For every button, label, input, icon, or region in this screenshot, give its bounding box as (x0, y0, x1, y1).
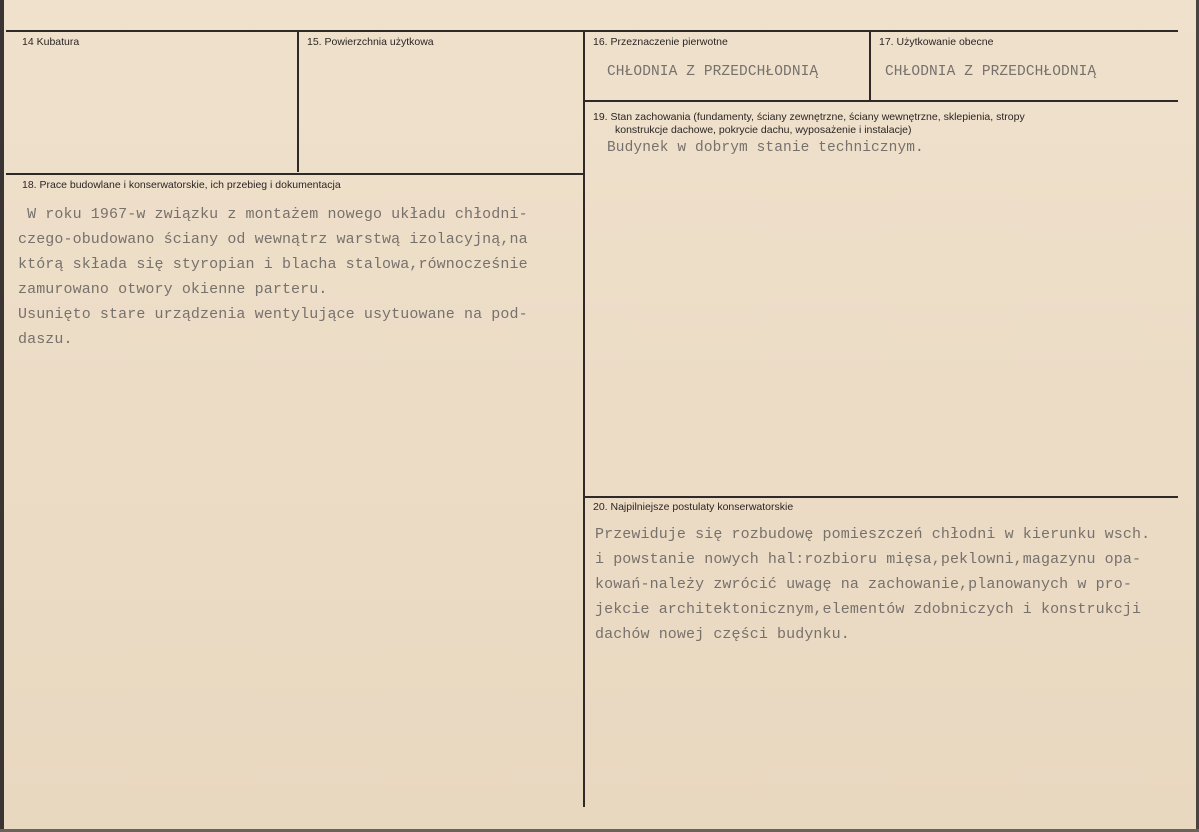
rule-14-18 (6, 173, 584, 175)
field-20-label: 20. Najpilniejsze postulaty konserwatorskie (593, 501, 794, 513)
field-20-line: i powstanie nowych hal:rozbioru mięsa,peklowni,magazynu opa- (595, 551, 1142, 568)
field-18-line: Usunięto stare urządzenia wentylujące usytuowane na pod- (18, 306, 528, 323)
field-19-label-line2: konstrukcje dachowe, pokrycie dachu, wyposażenie i instalacje) (615, 124, 912, 136)
divider-16-17 (869, 30, 871, 100)
divider-14-15 (297, 30, 299, 172)
field-17-label: 17. Użytkowanie obecne (879, 36, 994, 48)
center-divider (583, 30, 585, 807)
field-19-label-line1: 19. Stan zachowania (fundamenty, ściany zewnętrzne, ściany wewnętrzne, sklepienia, stropy (593, 111, 1025, 123)
field-20-line: dachów nowej części budynku. (595, 626, 850, 643)
field-18-line: W roku 1967-w związku z montażem nowego układu chłodni- (18, 206, 528, 223)
field-15-label: 15. Powierzchnia użytkowa (307, 36, 434, 48)
field-18-line: czego-obudowano ściany od wewnątrz warstwą izolacyjną,na (18, 231, 528, 248)
top-rule (6, 30, 1178, 32)
field-20-line: Przewiduje się rozbudowę pomieszczeń chłodni w kierunku wsch. (595, 526, 1151, 543)
field-20-line: jekcie architektonicznym,elementów zdobniczych i konstrukcji (595, 601, 1142, 618)
field-19-value: Budynek w dobrym stanie technicznym. (607, 140, 924, 156)
card-left-edge (0, 0, 4, 832)
rule-16-19 (584, 100, 1178, 102)
field-20-line: kowań-należy zwrócić uwagę na zachowanie,planowanych w pro- (595, 576, 1132, 593)
field-16-value: CHŁODNIA Z PRZEDCHŁODNIĄ (607, 64, 819, 80)
field-18-line: daszu. (18, 331, 73, 348)
rule-19-20 (584, 496, 1178, 498)
field-18-line: zamurowano otwory okienne parteru. (18, 281, 328, 298)
field-18-line: którą składa się styropian i blacha stalowa,równocześnie (18, 256, 528, 273)
field-16-label: 16. Przeznaczenie pierwotne (593, 36, 728, 48)
field-18-label: 18. Prace budowlane i konserwatorskie, ich przebieg i dokumentacja (22, 179, 341, 191)
field-14-label: 14 Kubatura (22, 36, 80, 48)
field-17-value: CHŁODNIA Z PRZEDCHŁODNIĄ (885, 64, 1097, 80)
